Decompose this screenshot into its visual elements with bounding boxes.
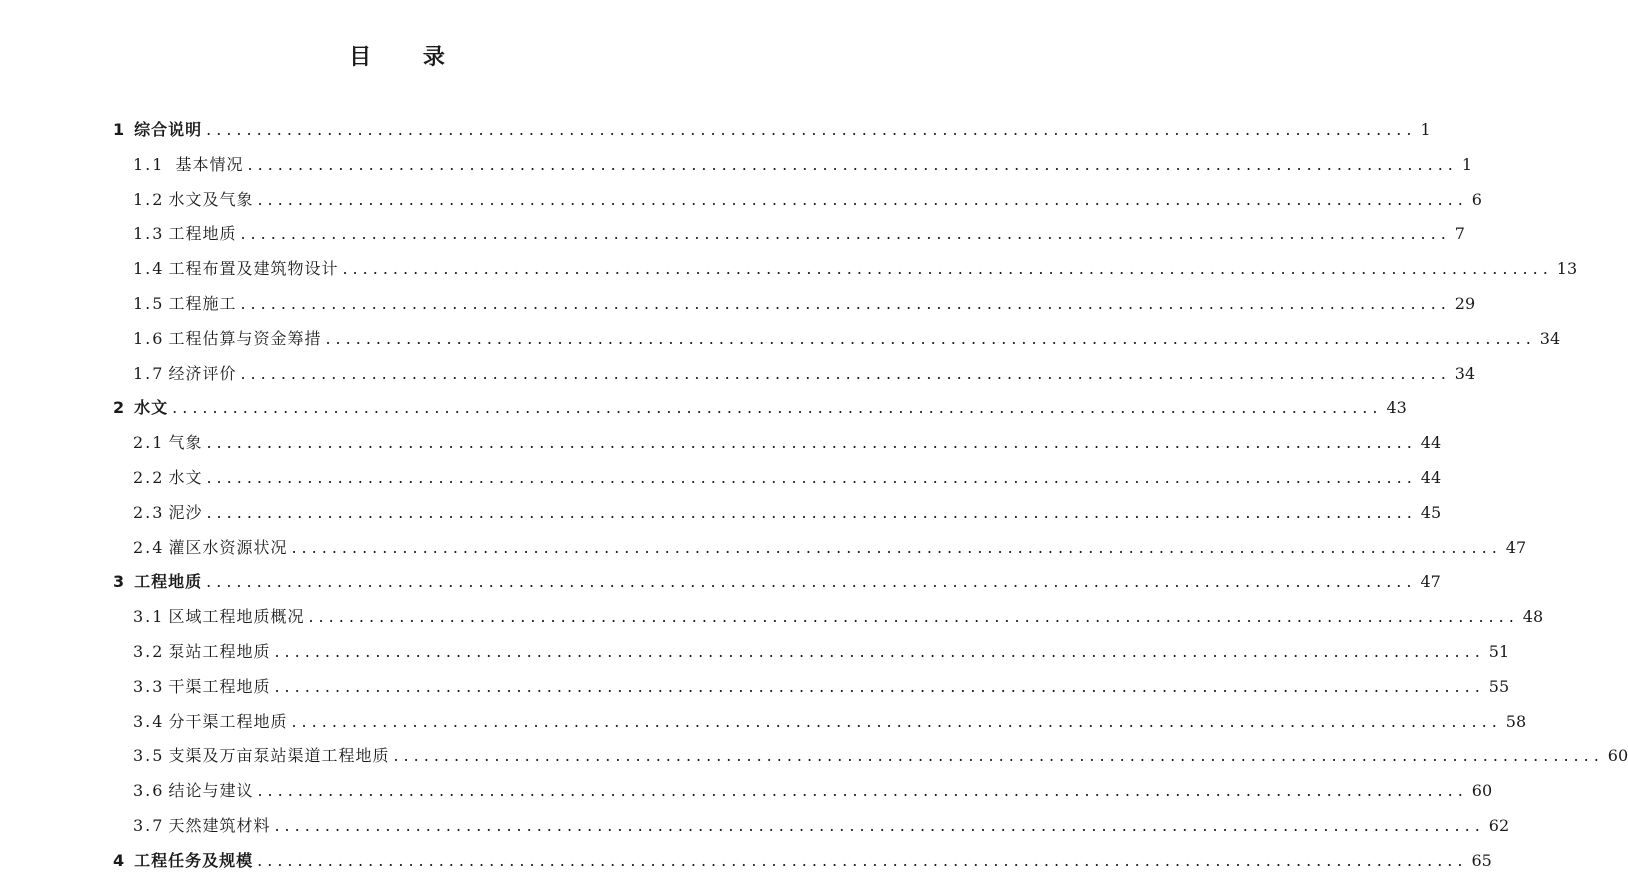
toc-entry[interactable] [133, 321, 1561, 349]
toc-entry[interactable] [113, 564, 1441, 592]
toc-entry-label: 综合说明 [134, 120, 203, 139]
toc-entry-label: 水文及气象 [168, 189, 254, 209]
toc-entry[interactable] [133, 530, 1527, 558]
toc-entry-page: 48 [1522, 607, 1544, 627]
toc-dot-leader: ........................................................................................................................ [240, 294, 1451, 313]
toc-entry-page: 44 [1420, 433, 1442, 453]
toc-entry-label: 干渠工程地质 [168, 676, 271, 696]
toc-entry[interactable] [133, 182, 1482, 210]
toc-entry-page: 7 [1454, 224, 1465, 244]
toc-entry-number: 3.2 [133, 642, 165, 661]
toc-entry-label: 泵站工程地质 [168, 642, 271, 661]
toc-entry[interactable] [133, 425, 1442, 453]
toc-entry-label: 基本情况 [175, 154, 244, 174]
toc-entry[interactable] [133, 704, 1527, 732]
toc-dot-leader: ........................................................................................................................ [274, 642, 1485, 661]
toc-dot-leader: ........................................................................................................................ [240, 363, 1451, 383]
toc-entry-label: 工程任务及规模 [134, 850, 254, 870]
toc-entry-number: 3 [113, 572, 125, 592]
toc-dot-leader: ........................................................................................................................ [393, 746, 1604, 766]
toc-entry-number: 1.6 [133, 328, 165, 348]
toc-dot-leader: ........................................................................................................................ [308, 607, 1519, 627]
toc-entry-number: 3.1 [133, 607, 165, 627]
toc-entry-label: 经济评价 [168, 363, 237, 383]
toc-entry-label: 水文 [134, 398, 169, 418]
toc-entry-label: 工程估算与资金筹措 [168, 328, 322, 348]
toc-entry[interactable] [133, 495, 1442, 523]
toc-entry-page: 44 [1420, 468, 1442, 487]
toc-entry-page: 65 [1471, 850, 1492, 870]
toc-entry[interactable] [133, 738, 1628, 766]
toc-entry-label: 气象 [168, 433, 203, 453]
toc-entry-page: 47 [1505, 537, 1527, 557]
toc-entry[interactable] [113, 112, 1431, 140]
toc-dot-leader: ........................................................................................................................ [257, 781, 1468, 801]
toc-dot-leader: ........................................................................................................................ [240, 224, 1451, 244]
toc-entry-number: 1 [113, 120, 125, 139]
toc-dot-leader: ........................................................................................................................ [206, 502, 1417, 522]
toc-dot-leader: ........................................................................................................................ [257, 850, 1468, 870]
toc-entry-label: 结论与建议 [168, 781, 254, 801]
toc-entry-label: 灌区水资源状况 [168, 537, 288, 557]
toc-dot-leader: ........................................................................................................................ [172, 398, 1383, 418]
toc-dot-leader: ........................................................................................................................ [257, 189, 1468, 209]
toc-entry-number: 2.1 [133, 433, 165, 453]
toc-entry-number: 1.4 [133, 259, 165, 279]
toc-entry-page: 6 [1471, 189, 1482, 209]
toc-entry-page: 34 [1454, 363, 1476, 383]
toc-entry-label: 天然建筑材料 [168, 816, 271, 835]
toc-entry-page: 13 [1556, 259, 1578, 279]
toc-entry-label: 分干渠工程地质 [168, 711, 288, 731]
toc-entry[interactable] [133, 599, 1544, 627]
toc-entry-page: 29 [1454, 294, 1476, 313]
toc-entry-page: 60 [1607, 746, 1628, 766]
toc-dot-leader: ........................................................................................................................ [291, 711, 1502, 731]
toc-entry-page: 34 [1539, 328, 1561, 348]
toc-entry[interactable] [133, 251, 1578, 279]
toc-entry-page: 55 [1488, 676, 1510, 696]
page-title: 目 录 [349, 45, 467, 70]
toc-dot-leader: ........................................................................................................................ [342, 259, 1553, 279]
toc-entry-number: 1.3 [133, 224, 165, 244]
toc-entry-page: 1 [1420, 120, 1431, 139]
toc-entry[interactable] [133, 216, 1465, 244]
toc-entry-page: 62 [1488, 816, 1510, 835]
toc-entry[interactable] [113, 843, 1492, 871]
toc-entry-label: 区域工程地质概况 [168, 607, 305, 627]
toc-entry-number: 4 [113, 850, 125, 870]
toc-entry-number: 3.3 [133, 676, 165, 696]
toc-entry-page: 45 [1420, 502, 1442, 522]
toc-entry-number: 2 [113, 398, 125, 418]
toc-entry[interactable] [133, 460, 1442, 488]
toc-entry-number: 2.2 [133, 468, 165, 487]
toc-dot-leader: ........................................................................................................................ [206, 120, 1417, 139]
toc-dot-leader: ........................................................................................................................ [247, 154, 1458, 174]
toc-entry-label: 工程地质 [168, 224, 237, 244]
toc-dot-leader: ........................................................................................................................ [206, 468, 1417, 487]
toc-entry-page: 60 [1471, 781, 1493, 801]
toc-entry-number: 1.5 [133, 294, 165, 313]
toc-entry-number: 2.3 [133, 502, 165, 522]
toc-entry-label: 支渠及万亩泵站渠道工程地质 [168, 746, 390, 766]
toc-entry-number: 3.7 [133, 816, 165, 835]
toc-entry-page: 47 [1420, 572, 1441, 592]
toc-entry-number: 2.4 [133, 537, 165, 557]
toc-entry-number: 3.4 [133, 711, 165, 731]
toc-entry[interactable] [133, 808, 1510, 836]
toc-entry-number: 1.7 [133, 363, 165, 383]
toc-entry-label: 水文 [168, 468, 203, 487]
toc-entry-page: 43 [1386, 398, 1407, 418]
toc-dot-leader: ........................................................................................................................ [206, 433, 1417, 453]
toc-entry[interactable] [133, 356, 1476, 384]
toc-entry-page: 58 [1505, 711, 1527, 731]
toc-entry[interactable] [133, 634, 1510, 662]
toc-dot-leader: ........................................................................................................................ [291, 537, 1502, 557]
toc-entry-number: 1.2 [133, 189, 165, 209]
toc-entry[interactable] [133, 669, 1510, 697]
toc-dot-leader: ........................................................................................................................ [274, 816, 1485, 835]
toc-dot-leader: ........................................................................................................................ [325, 328, 1536, 348]
toc-entry[interactable] [113, 390, 1407, 418]
toc-entry[interactable] [133, 147, 1473, 175]
toc-dot-leader: ........................................................................................................................ [274, 676, 1485, 696]
toc-entry-number: 3.5 [133, 746, 165, 766]
toc-entry-number: 1.1 [133, 154, 172, 174]
toc-entry[interactable] [133, 286, 1476, 314]
toc-entry[interactable] [133, 773, 1493, 801]
toc-entry-label: 泥沙 [168, 502, 203, 522]
toc-entry-label: 工程地质 [134, 572, 203, 592]
toc-entry-page: 51 [1488, 642, 1510, 661]
toc-entry-label: 工程布置及建筑物设计 [168, 259, 339, 279]
toc-entry-number: 3.6 [133, 781, 165, 801]
toc-dot-leader: ........................................................................................................................ [206, 572, 1417, 592]
toc-entry-label: 工程施工 [168, 294, 237, 313]
toc-entry-page: 1 [1461, 154, 1473, 174]
